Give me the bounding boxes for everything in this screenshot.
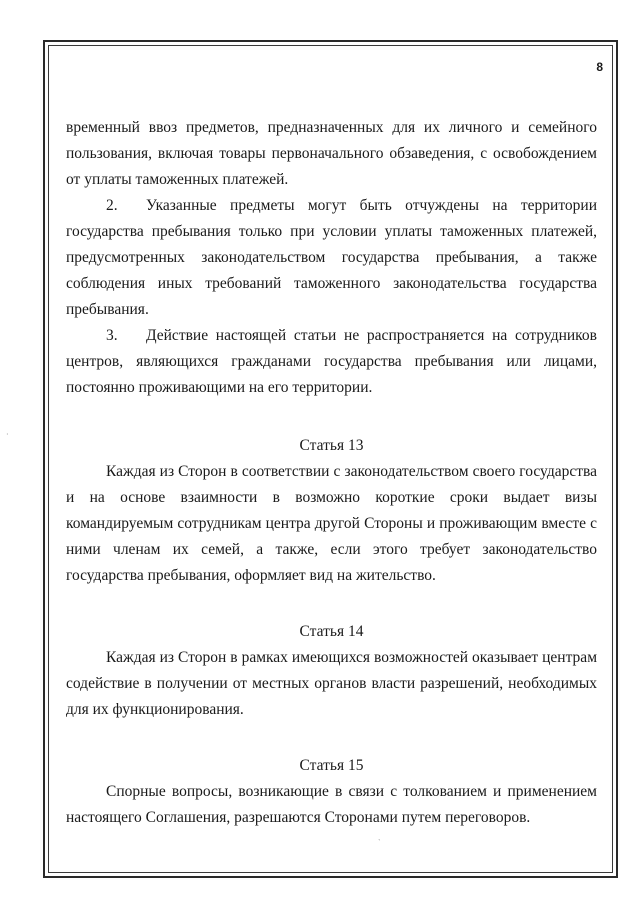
paragraph-number: 2. [106, 197, 118, 214]
document-body [66, 115, 597, 831]
paragraph-item-3 [66, 323, 597, 401]
article-13-text: Каждая из Сторон в соответствии с законодательством своего государства и на основе взаимности в возможно короткие сроки выдает визы командируемым сотрудникам центра другой Стороны и проживающим вместе с ними членам их семей, а также, если этого требует законодательство государства пребывания, оформляет вид на жительство. [66, 463, 597, 584]
article-15-title: Статья 15 [299, 757, 364, 774]
article-13-title: Статья 13 [299, 437, 364, 454]
paragraph-number: 3. [106, 327, 118, 344]
paragraph-item-2 [66, 193, 597, 323]
paragraph-text: Действие настоящей статьи не распространяется на сотрудников центров, являющихся гражданами государства пребывания или лицами, постоянно проживающими на его территории. [66, 327, 597, 396]
article-14-text: Каждая из Сторон в рамках имеющихся возможностей оказывает центрам содействие в получении от местных органов власти разрешений, необходимых для их функционирования. [66, 649, 597, 718]
paragraph-text: Указанные предметы могут быть отчуждены на территории государства пребывания только при условии уплаты таможенных платежей, предусмотренных законодательством государства пребывания, а также соблюдения иных требований таможенного законодательства государства пребывания. [66, 197, 597, 318]
article-14-title: Статья 14 [299, 623, 364, 640]
paragraph-continuation: временный ввоз предметов, предназначенных для их личного и семейного пользования, включая товары первоначального обзаведения, с освобождением от уплаты таможенных платежей. [66, 119, 597, 188]
article-15-text: Спорные вопросы, возникающие в связи с толкованием и применением настоящего Соглашения, разрешаются Сторонами путем переговоров. [66, 783, 597, 826]
scan-speck: ` [378, 838, 381, 847]
page-number: 8 [596, 60, 603, 74]
scan-speck: · [6, 430, 9, 439]
